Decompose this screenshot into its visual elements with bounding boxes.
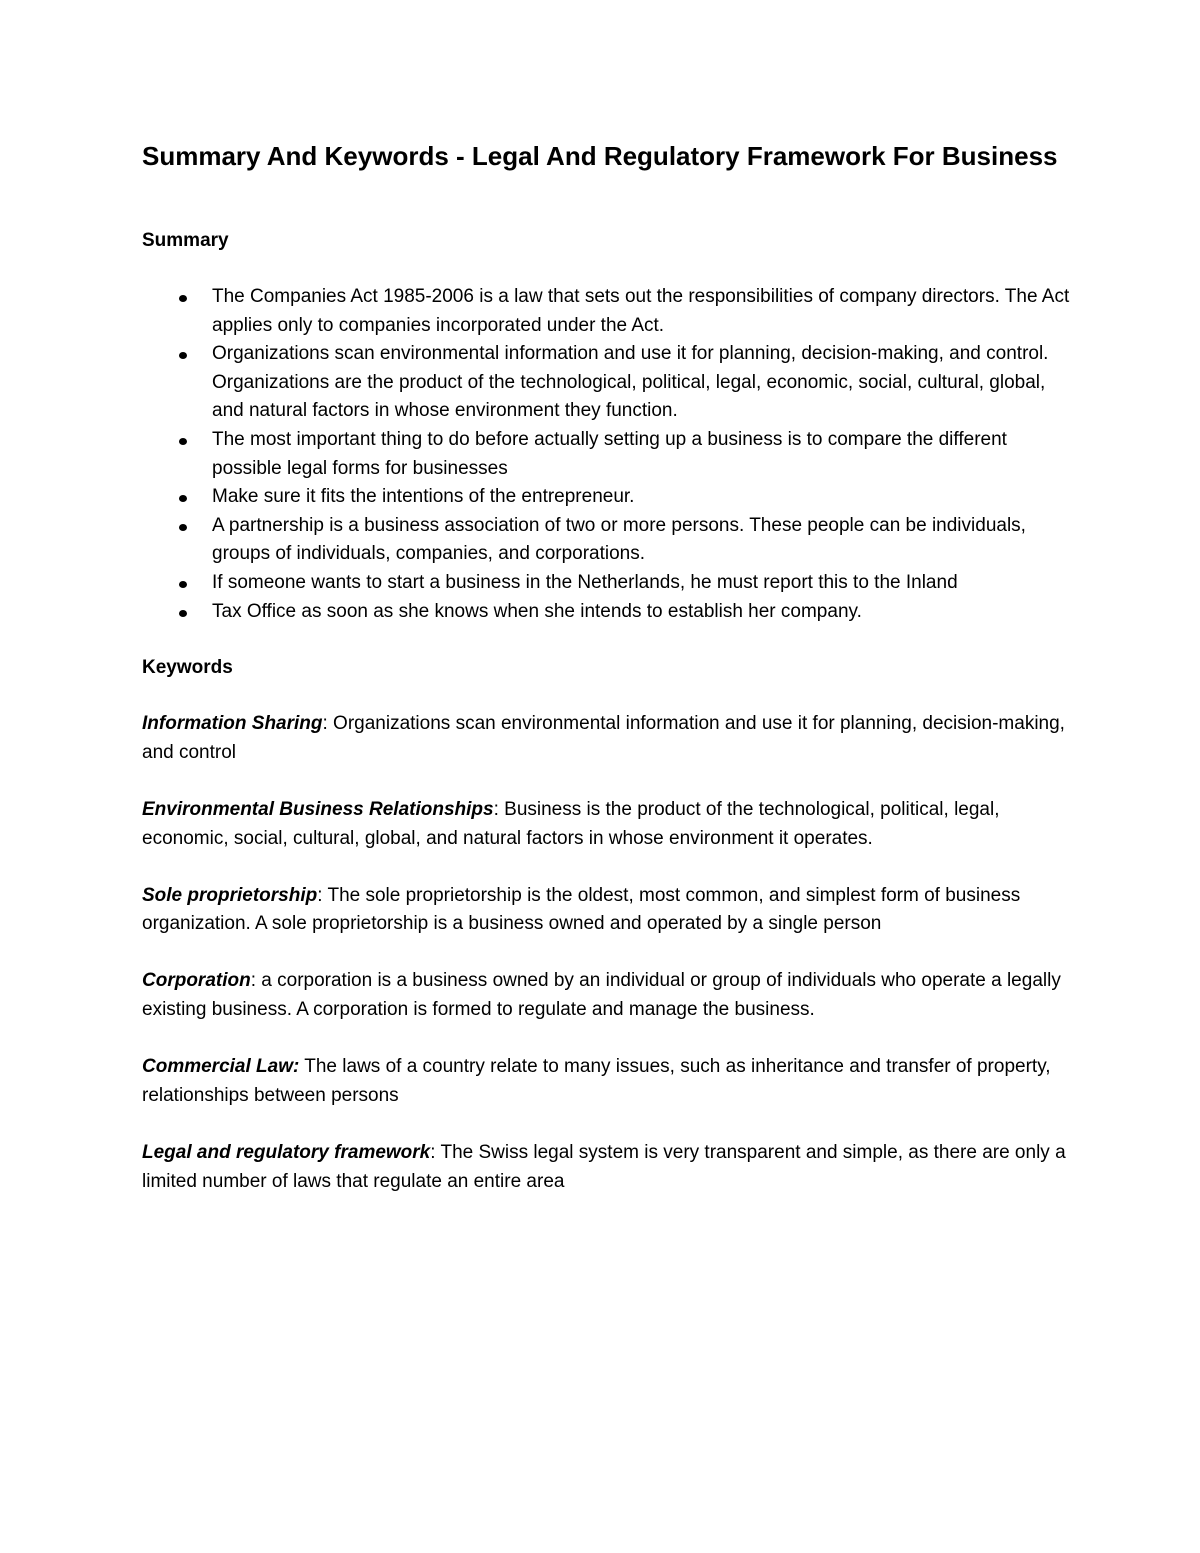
document-page (142, 138, 1072, 1225)
keyword-definition: The Swiss legal system is very transparent and simple, as there are only a limited number of laws that regulate an entire area (142, 1142, 1066, 1192)
keyword-entry (142, 1053, 1072, 1110)
keyword-entry (142, 796, 1072, 853)
summary-item-text: Tax Office as soon as she knows when she intends to establish her company. (212, 600, 862, 622)
summary-item-text: Organizations scan environmental information and use it for planning, decision-making, and control. Organizations are the product of the technological, political, legal, economic, social, cultural, global, and natural factors in whose environment they function. (212, 343, 1049, 422)
keyword-term: Corporation (142, 970, 251, 992)
keyword-separator: : (250, 970, 256, 992)
summary-item-text: A partnership is a business association of two or more persons. These people can be individuals, groups of individuals, companies, and corporations. (212, 514, 1026, 565)
summary-item (142, 569, 1072, 598)
summary-item-text: If someone wants to start a business in the Netherlands, he must report this to the Inland (212, 571, 958, 593)
document-title: Summary And Keywords - Legal And Regulatory Framework For Business (142, 141, 1058, 171)
keywords-list (142, 710, 1072, 1196)
keyword-separator: : (317, 884, 323, 906)
keyword-separator: : (430, 1142, 436, 1164)
summary-heading: Summary (142, 230, 229, 251)
summary-list (142, 283, 1072, 626)
bullet-icon (179, 524, 187, 531)
keyword-entry (142, 710, 1072, 767)
keyword-term: Legal and regulatory framework (142, 1142, 431, 1164)
summary-item-text: Make sure it fits the intentions of the entrepreneur. (212, 486, 635, 508)
summary-item-text: The Companies Act 1985-2006 is a law that sets out the responsibilities of company directors. The Act applies only to companies incorporated under the Act. (212, 286, 1070, 336)
summary-item-text: The most important thing to do before actually setting up a business is to compare the different possible legal forms for businesses (212, 428, 1007, 479)
keywords-heading: Keywords (142, 657, 233, 679)
keyword-entry (142, 1139, 1072, 1196)
keyword-separator: : (322, 713, 328, 735)
keyword-separator: : (493, 798, 499, 820)
bullet-icon (179, 610, 187, 617)
summary-item (142, 426, 1072, 483)
bullet-icon (179, 295, 187, 302)
bullet-icon (179, 581, 187, 588)
keyword-term: Information Sharing (142, 713, 323, 735)
bullet-icon (179, 438, 187, 445)
summary-item (142, 483, 1072, 512)
summary-item (142, 283, 1072, 340)
keyword-definition: Organizations scan environmental information and use it for planning, decision-making, and control (142, 713, 1065, 763)
summary-item (142, 598, 1072, 627)
summary-item (142, 512, 1072, 569)
summary-item (142, 340, 1072, 426)
keyword-definition: a corporation is a business owned by an individual or group of individuals who operate a legally existing business. A corporation is formed to regulate and manage the business. (142, 970, 1061, 1021)
keyword-term: Environmental Business Relationships (142, 798, 494, 820)
keyword-term: Commercial Law: (142, 1056, 300, 1078)
bullet-icon (179, 495, 187, 502)
keyword-definition: The laws of a country relate to many issues, such as inheritance and transfer of property, relationships between persons (142, 1056, 1051, 1106)
keyword-term: Sole proprietorship (142, 884, 318, 906)
keyword-definition: Business is the product of the technological, political, legal, economic, social, cultural, global, and natural factors in whose environment it operates. (142, 798, 1000, 849)
bullet-icon (179, 352, 187, 359)
keyword-entry (142, 967, 1072, 1024)
keyword-definition: The sole proprietorship is the oldest, most common, and simplest form of business organization. A sole proprietorship is a business owned and operated by a single person (142, 884, 1021, 935)
keyword-entry (142, 882, 1072, 939)
